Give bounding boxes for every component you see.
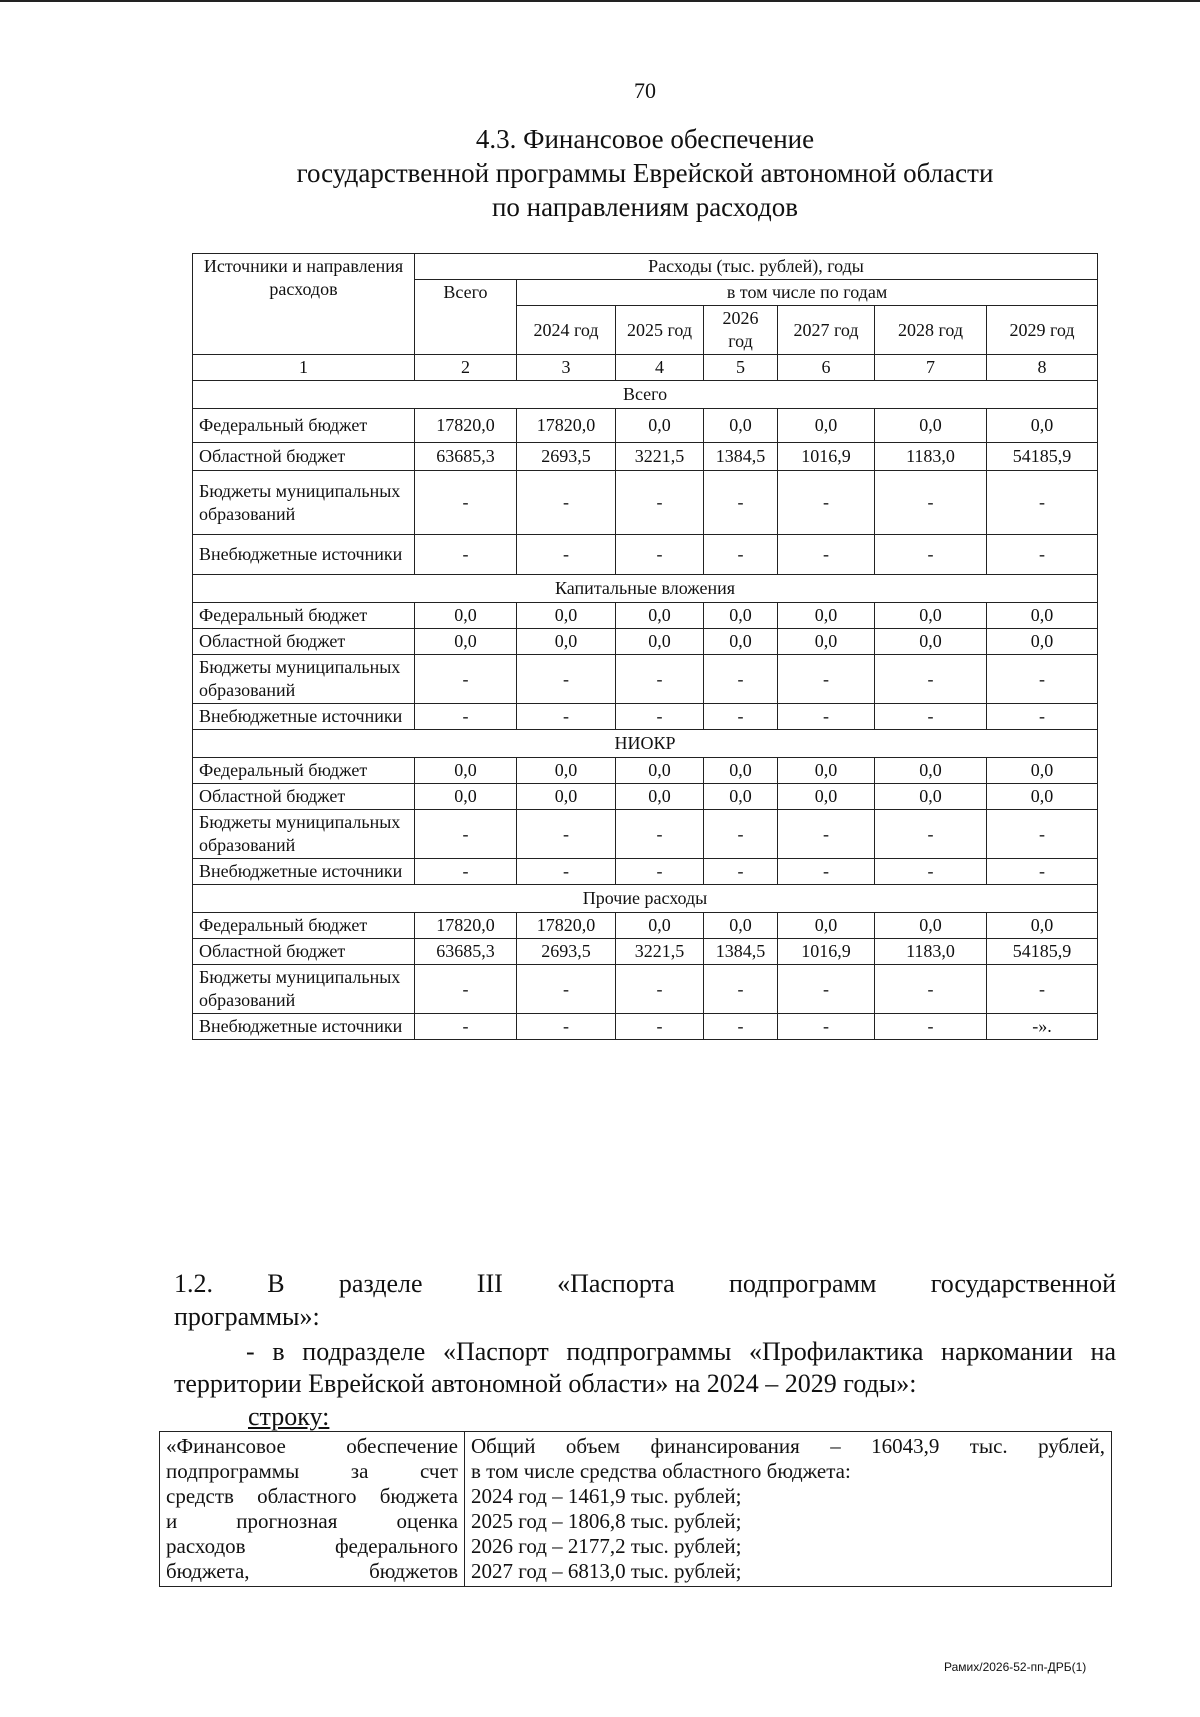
budget-value-cell: - [778,535,875,575]
budget-row [193,810,1098,859]
page-top-border [0,0,1200,2]
budget-value-cell: 0,0 [517,784,616,810]
header-number-row [193,355,1098,381]
budget-value-cell: - [704,535,778,575]
budget-value-cell: - [517,655,616,704]
budget-value-cell: - [875,859,987,885]
passport-year-line: 2025 год – 1806,8 тыс. рублей; [471,1509,742,1533]
budget-value-cell: - [778,859,875,885]
budget-value-cell: 0,0 [415,603,517,629]
section-header-row [193,730,1098,758]
budget-value-cell: 0,0 [704,603,778,629]
col-number-cell: 8 [987,355,1098,381]
title-line-2: государственной программы Еврейской автономной области [296,158,994,188]
passport-left-line: «Финансовое обеспечение [166,1434,458,1458]
passport-total-line: Общий объем финансирования – 16043,9 тыс. рублей, [471,1434,1105,1458]
budget-value-cell: 0,0 [415,758,517,784]
section-title-cell: Прочие расходы [193,885,1098,913]
budget-value-cell: - [517,704,616,730]
budget-source-label: Федеральный бюджет [193,409,415,443]
passport-year-line: 2027 год – 6813,0 тыс. рублей; [471,1559,742,1583]
budget-row [193,443,1098,471]
budget-value-cell: 0,0 [987,913,1098,939]
budget-value-cell: 0,0 [987,409,1098,443]
paragraph-1-2-cont: программы»: [174,1302,320,1331]
passport-left-line: расходов федерального [166,1534,458,1558]
paragraph-row-label [248,1401,1190,1433]
col-number-cell: 3 [517,355,616,381]
budget-value-cell: - [616,535,704,575]
budget-row [193,913,1098,939]
row-label-text: строку: [248,1402,330,1431]
col-number-cell: 6 [778,355,875,381]
budget-value-cell: 0,0 [987,758,1098,784]
title-line-3: по направлениям расходов [491,192,798,222]
budget-value-cell: - [616,859,704,885]
budget-source-label: Внебюджетные источники [193,859,415,885]
budget-value-cell: - [704,704,778,730]
section-title [0,122,1200,224]
budget-value-cell: 0,0 [704,629,778,655]
budget-value-cell: - [616,471,704,535]
budget-value-cell: 0,0 [704,409,778,443]
budget-source-label: Федеральный бюджет [193,758,415,784]
budget-value-cell: - [778,810,875,859]
section-header-row [193,885,1098,913]
budget-value-cell: 0,0 [517,603,616,629]
budget-value-cell: 0,0 [616,758,704,784]
budget-row [193,629,1098,655]
header-year-cell: 2028 год [875,306,987,355]
header-year-cell: 2024 год [517,306,616,355]
budget-source-label: Внебюджетные источники [193,535,415,575]
budget-value-cell: 0,0 [616,603,704,629]
budget-value-cell: - [987,810,1098,859]
title-line-1: 4.3. Финансовое обеспечение [475,124,815,154]
budget-value-cell: - [875,1014,987,1040]
budget-value-cell: 0,0 [875,629,987,655]
budget-value-cell: 2693,5 [517,443,616,471]
budget-value-cell: - [704,471,778,535]
budget-value-cell: -». [987,1014,1098,1040]
budget-value-cell: 0,0 [778,629,875,655]
col-number-cell: 4 [616,355,704,381]
budget-value-cell: - [517,471,616,535]
budget-value-cell: - [517,1014,616,1040]
budget-value-cell: - [875,704,987,730]
financing-table-body [193,254,1098,1040]
budget-value-cell: 0,0 [987,629,1098,655]
section-title-cell: НИОКР [193,730,1098,758]
document-footer-code: Рамих/2026-52-пп-ДРБ(1) [944,1660,1087,1674]
budget-value-cell: 0,0 [875,784,987,810]
budget-value-cell: - [415,965,517,1014]
budget-value-cell: 1016,9 [778,443,875,471]
header-year-cell: 2027 год [778,306,875,355]
budget-value-cell: - [875,471,987,535]
budget-value-cell: - [778,471,875,535]
budget-value-cell: 0,0 [875,603,987,629]
budget-row [193,535,1098,575]
budget-value-cell: 0,0 [704,784,778,810]
budget-value-cell: 3221,5 [616,443,704,471]
passport-right-cell [465,1432,1112,1587]
budget-value-cell: - [415,810,517,859]
budget-value-cell: - [987,471,1098,535]
budget-value-cell: - [704,1014,778,1040]
budget-value-cell: - [778,1014,875,1040]
budget-value-cell: - [616,1014,704,1040]
budget-value-cell: 2693,5 [517,939,616,965]
budget-value-cell: - [778,704,875,730]
budget-value-cell: - [517,810,616,859]
paragraph-subsection: - в подразделе «Паспорт подпрограммы «Профилактика наркомании на территории Еврейской автономной области» на 2024 – 2029 годы»: [174,1337,1116,1398]
budget-source-label: Федеральный бюджет [193,603,415,629]
budget-value-cell: 63685,3 [415,939,517,965]
budget-value-cell: 17820,0 [517,409,616,443]
passport-left-line: средств областного бюджета [166,1484,458,1508]
budget-value-cell: 54185,9 [987,939,1098,965]
budget-row [193,471,1098,535]
budget-row [193,859,1098,885]
header-year-cell: 2025 год [616,306,704,355]
passport-year-line: 2024 год – 1461,9 тыс. рублей; [471,1484,742,1508]
budget-source-label: Бюджеты муниципальных образований [193,810,415,859]
budget-value-cell: 0,0 [987,784,1098,810]
budget-value-cell: 1384,5 [704,939,778,965]
budget-value-cell: - [704,810,778,859]
budget-value-cell: - [875,535,987,575]
budget-value-cell: 3221,5 [616,939,704,965]
header-row-1 [193,254,1098,280]
budget-value-cell: 0,0 [778,758,875,784]
budget-value-cell: - [987,704,1098,730]
budget-value-cell: - [415,704,517,730]
budget-source-label: Бюджеты муниципальных образований [193,471,415,535]
budget-value-cell: - [616,655,704,704]
budget-value-cell: 54185,9 [987,443,1098,471]
budget-source-label: Областной бюджет [193,629,415,655]
budget-value-cell: - [875,810,987,859]
budget-source-label: Внебюджетные источники [193,1014,415,1040]
budget-value-cell: - [517,965,616,1014]
budget-value-cell: 0,0 [987,603,1098,629]
header-source-cell: Источники и направления расходов [193,254,415,355]
budget-value-cell: - [415,655,517,704]
budget-value-cell: 1384,5 [704,443,778,471]
budget-value-cell: - [616,704,704,730]
budget-value-cell: - [415,859,517,885]
budget-row [193,1014,1098,1040]
budget-value-cell: - [875,965,987,1014]
passport-regional-line: в том числе средства областного бюджета: [471,1459,851,1483]
passport-year-line: 2026 год – 2177,2 тыс. рублей; [471,1534,742,1558]
passport-table [159,1431,1112,1587]
budget-value-cell: - [987,859,1098,885]
budget-value-cell: 0,0 [616,629,704,655]
section-header-row [193,381,1098,409]
budget-value-cell: 0,0 [875,913,987,939]
budget-value-cell: 0,0 [778,409,875,443]
budget-value-cell: - [415,1014,517,1040]
budget-value-cell: 0,0 [517,629,616,655]
budget-row [193,409,1098,443]
budget-value-cell: 17820,0 [415,913,517,939]
passport-left-line: и прогнозная оценка [166,1509,458,1533]
budget-value-cell: - [517,535,616,575]
section-header-row [193,575,1098,603]
col-number-cell: 7 [875,355,987,381]
budget-value-cell: 0,0 [778,913,875,939]
budget-value-cell: - [415,535,517,575]
budget-value-cell: 0,0 [616,913,704,939]
budget-value-cell: - [704,859,778,885]
budget-source-label: Федеральный бюджет [193,913,415,939]
page-number: 70 [634,78,656,103]
budget-value-cell: 1183,0 [875,443,987,471]
paragraph-1-2: 1.2. В разделе III «Паспорта подпрограмм государственной [174,1269,1116,1298]
budget-row [193,758,1098,784]
budget-value-cell: 17820,0 [517,913,616,939]
budget-value-cell: 17820,0 [415,409,517,443]
budget-row [193,965,1098,1014]
budget-value-cell: 1183,0 [875,939,987,965]
passport-left-line: бюджета, бюджетов [166,1559,458,1583]
budget-source-label: Бюджеты муниципальных образований [193,965,415,1014]
budget-value-cell: - [778,655,875,704]
budget-row [193,655,1098,704]
section-title-cell: Капитальные вложения [193,575,1098,603]
budget-value-cell: - [778,965,875,1014]
section-title-cell: Всего [193,381,1098,409]
budget-value-cell: - [704,655,778,704]
budget-value-cell: 0,0 [704,913,778,939]
budget-value-cell: - [987,535,1098,575]
passport-left-line: подпрограммы за счет [166,1459,458,1483]
header-including-cell: в том числе по годам [517,280,1098,306]
budget-value-cell: 0,0 [778,784,875,810]
passport-row [160,1432,1112,1587]
budget-value-cell: 63685,3 [415,443,517,471]
header-expenses-cell: Расходы (тыс. рублей), годы [415,254,1098,280]
passport-left-cell [160,1432,465,1587]
budget-value-cell: - [616,810,704,859]
budget-row [193,704,1098,730]
col-number-cell: 5 [704,355,778,381]
budget-value-cell: - [704,965,778,1014]
budget-value-cell: - [987,655,1098,704]
budget-value-cell: 0,0 [778,603,875,629]
budget-source-label: Областной бюджет [193,443,415,471]
budget-value-cell: - [415,471,517,535]
budget-value-cell: 0,0 [415,784,517,810]
budget-source-label: Бюджеты муниципальных образований [193,655,415,704]
col-number-cell: 1 [193,355,415,381]
budget-row [193,784,1098,810]
budget-source-label: Внебюджетные источники [193,704,415,730]
budget-row [193,939,1098,965]
budget-value-cell: 0,0 [517,758,616,784]
budget-value-cell: 0,0 [415,629,517,655]
budget-value-cell: - [517,859,616,885]
budget-value-cell: 1016,9 [778,939,875,965]
budget-value-cell: 0,0 [875,409,987,443]
header-year-cell: 2026 год [704,306,778,355]
financing-table [192,253,1098,1040]
budget-value-cell: - [616,965,704,1014]
budget-row [193,603,1098,629]
budget-value-cell: 0,0 [704,758,778,784]
budget-value-cell: 0,0 [875,758,987,784]
budget-value-cell: 0,0 [616,784,704,810]
budget-value-cell: - [875,655,987,704]
budget-source-label: Областной бюджет [193,784,415,810]
budget-value-cell: 0,0 [616,409,704,443]
col-number-cell: 2 [415,355,517,381]
header-total-cell: Всего [415,280,517,355]
budget-source-label: Областной бюджет [193,939,415,965]
budget-value-cell: - [987,965,1098,1014]
header-year-cell: 2029 год [987,306,1098,355]
